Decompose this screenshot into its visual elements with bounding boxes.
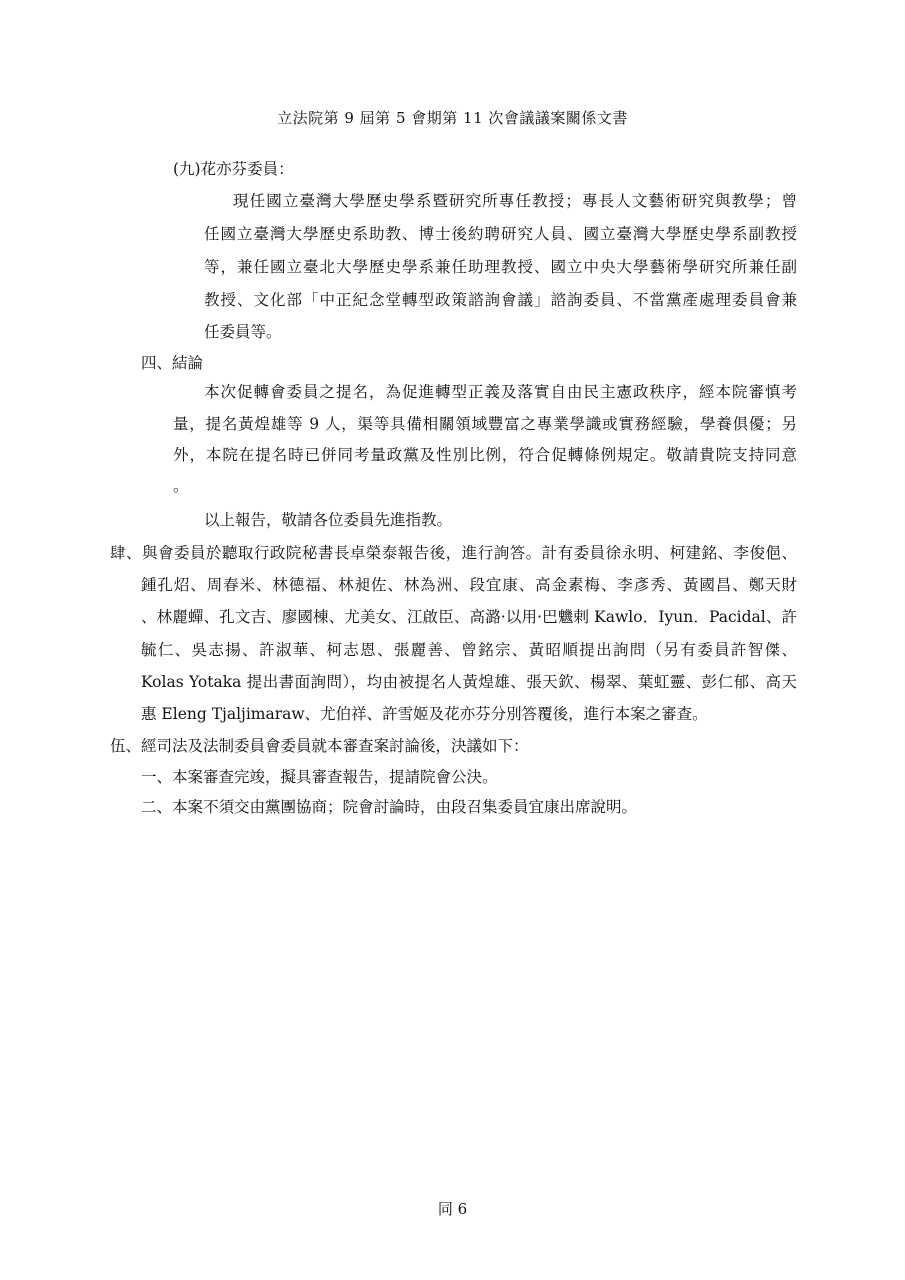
item-4-line: 肆、與會委員於聽取行政院秘書長卓榮泰報告後，進行詢答。計有委員徐永明、柯建銘、李俊俋、 — [110, 544, 797, 562]
conclusion-line: 量，提名黃煌雄等 9 人，渠等具備相關領域豐富之專業學識或實務經驗，學養俱優；另 — [173, 415, 797, 433]
item-4-line: 鍾孔炤、周春米、林德福、林昶佐、林為洲、段宜康、高金素梅、李彥秀、黃國昌、鄭天財 — [141, 576, 797, 594]
page-header: 立法院第 9 屆第 5 會期第 11 次會議議案關係文書 — [277, 109, 628, 127]
conclusion-line: 。 — [173, 477, 189, 495]
conclusion-line: 本次促轉會委員之提名，為促進轉型正義及落實自由民主憲政秩序，經本院審慎考 — [204, 383, 797, 401]
item-4-line: 、林麗蟬、孔文吉、廖國棟、尤美女、江啟臣、高潞·以用·巴魕剌 Kawlo．Iyun．Pacidal、許 — [141, 608, 797, 626]
page-number: 同 6 — [437, 1200, 468, 1218]
item-4-line: Kolas Yotaka 提出書面詢問），均由被提名人黃煌雄、張天欽、楊翠、葉虹靈、彭仁郁、高天 — [141, 673, 797, 691]
resolution-item: 一、本案審查完竣，擬具審查報告，提請院會公決。 — [141, 768, 498, 786]
section-9-line: 現任國立臺灣大學歷史學系暨研究所專任教授；專長人文藝術研究與教學；曾 — [233, 192, 797, 210]
conclusion-line: 外，本院在提名時已併同考量政黨及性別比例，符合促轉條例規定。敬請貴院支持同意 — [173, 446, 797, 464]
conclusion-title: 四、結論 — [141, 354, 204, 372]
section-9-line: 任國立臺灣大學歷史系助教、博士後約聘研究人員、國立臺灣大學歷史學系副教授 — [204, 225, 797, 243]
item-5-title: 伍、經司法及法制委員會委員就本審查案討論後，決議如下： — [110, 737, 529, 755]
conclusion-closing: 以上報告，敬請各位委員先進指教。 — [204, 511, 453, 529]
section-9-title: (九)花亦芬委員： — [173, 160, 294, 178]
resolution-item: 二、本案不須交由黨團協商；院會討論時，由段召集委員宜康出席說明。 — [141, 798, 638, 816]
item-4-line: 毓仁、吳志揚、許淑華、柯志恩、張麗善、曾銘宗、黃昭順提出詢問（另有委員許智傑、 — [141, 641, 797, 659]
section-9-line: 任委員等。 — [204, 323, 282, 341]
section-9-line: 教授、文化部「中正紀念堂轉型政策諮詢會議」諮詢委員、不當黨產處理委員會兼 — [204, 291, 797, 309]
item-4-line: 惠 Eleng Tjaljimaraw、尤伯祥、許雪姬及花亦芬分別答覆後，進行本案之審查。 — [141, 705, 708, 723]
section-9-line: 等，兼任國立臺北大學歷史學系兼任助理教授、國立中央大學藝術學研究所兼任副 — [204, 258, 797, 276]
